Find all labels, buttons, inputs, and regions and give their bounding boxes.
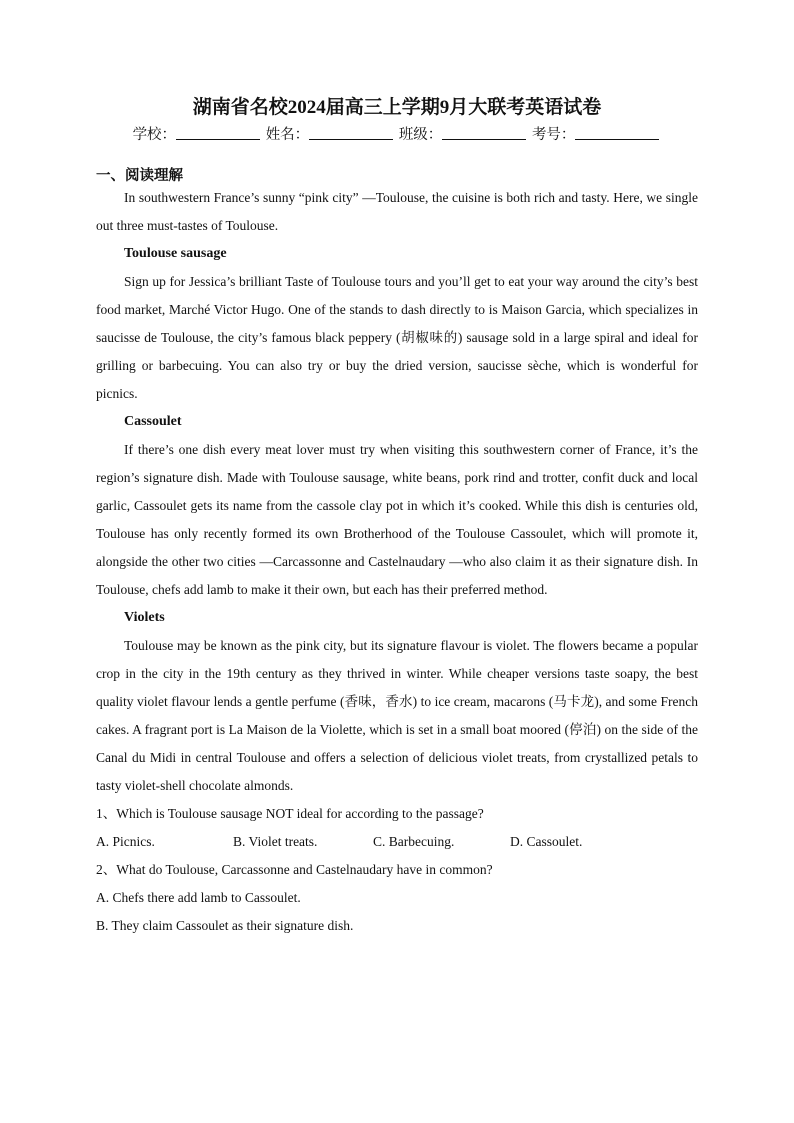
cassoulet-heading: Cassoulet xyxy=(124,414,182,429)
q1-option-b[interactable]: B. Violet treats. xyxy=(233,834,318,849)
q1-option-c[interactable]: C. Barbecuing. xyxy=(373,834,455,849)
question-2-stem: 2、What do Toulouse, Carcassonne and Castelnaudary have in common? xyxy=(96,862,493,877)
passage xyxy=(96,184,698,940)
student-info-fields xyxy=(96,124,698,146)
exam-number-blank[interactable] xyxy=(575,125,659,140)
q2-option-a[interactable]: A. Chefs there add lamb to Cassoulet. xyxy=(96,890,301,905)
sausage-paragraph: Sign up for Jessica’s brilliant Taste of Toulouse tours and you’ll get to eat your way around the city’s best food market, Marché Victor Hugo. One of the stands to dash directly to is Maison Garcia, which specializes in saucisse de Toulouse, the city’s famous black peppery (胡椒味的) sausage sold in a large spiral and ideal for grilling or barbecuing. You can also try or buy the dried version, saucisse sèche, which is wonderful for picnics. xyxy=(96,274,698,401)
exam-number-label: 考号： xyxy=(531,127,576,143)
cassoulet-paragraph: If there’s one dish every meat lover must try when visiting this southwestern corner of France, it’s the region’s signature dish. Made with Toulouse sausage, white beans, pork rind and trotter, confit duck and local garlic, Cassoulet gets its name from the cassole clay pot in which it’s cooked. While this dish is centuries old, Toulouse has only recently formed its own Brotherhood of the Toulouse Cassoulet, which will promote it, alongside the other two cities —Carcassonne and Castelnaudary —who also claim it as their signature dish. In Toulouse, chefs add lamb to make it their own, but each has their preferred method. xyxy=(96,442,698,597)
page-title: 湖南省名校2024届高三上学期9月大联考英语试卷 xyxy=(192,97,602,118)
violets-heading: Violets xyxy=(124,610,165,625)
intro-paragraph: In southwestern France’s sunny “pink city” —Toulouse, the cuisine is both rich and tasty. Here, we single out three must-tastes of Toulouse. xyxy=(96,190,698,233)
name-blank[interactable] xyxy=(309,125,393,140)
school-label: 学校： xyxy=(132,127,177,143)
class-label: 班级： xyxy=(398,127,443,143)
question-1-stem: 1、Which is Toulouse sausage NOT ideal for according to the passage? xyxy=(96,806,484,821)
section-heading: 一、阅读理解 xyxy=(96,168,183,184)
q1-option-d[interactable]: D. Cassoulet. xyxy=(510,834,583,849)
q1-option-a[interactable]: A. Picnics. xyxy=(96,834,155,849)
q2-option-b[interactable]: B. They claim Cassoulet as their signature dish. xyxy=(96,918,354,933)
sausage-heading: Toulouse sausage xyxy=(124,246,227,261)
class-blank[interactable] xyxy=(442,125,526,140)
question-1-options xyxy=(96,828,698,856)
name-label: 姓名： xyxy=(265,127,310,143)
violets-paragraph: Toulouse may be known as the pink city, but its signature flavour is violet. The flowers became a popular crop in the city in the 19th century as they thrived in winter. While cheaper versions taste soapy, the best quality violet flavour lends a gentle perfume (香味，香水) to ice cream, macarons (马卡龙), and some French cakes. A fragrant port is La Maison de la Violette, which is set in a small boat moored (停泊) on the side of the Canal du Midi in central Toulouse and offers a selection of delicious violet treats, from crystallized petals to tasty violet-shell chocolate almonds. xyxy=(96,638,698,793)
school-blank[interactable] xyxy=(176,125,260,140)
